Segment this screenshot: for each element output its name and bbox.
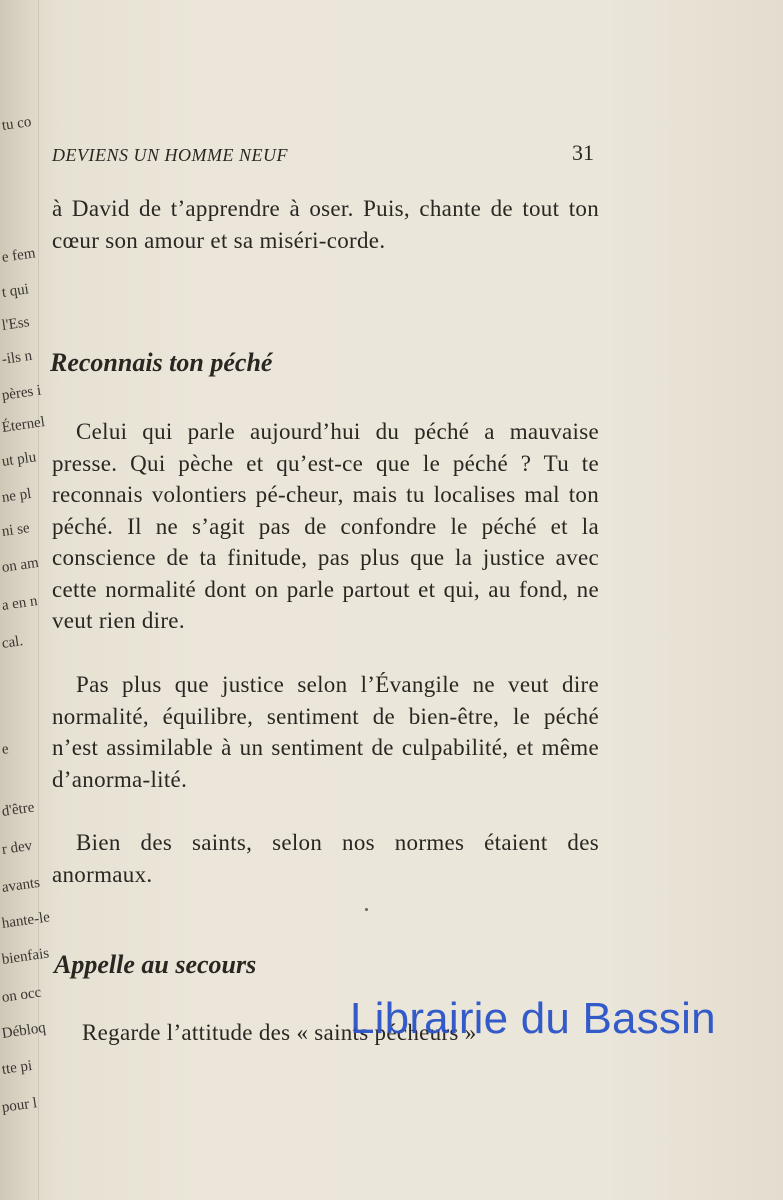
body-paragraph: Regarde l’attitude des « saints pécheurs » bbox=[82, 1020, 477, 1045]
left-page-fragment: on occ bbox=[0, 984, 43, 1006]
left-page-fragment: a en n bbox=[0, 593, 39, 614]
left-page-fragment: cal. bbox=[0, 633, 25, 652]
left-page-fragment: r dev bbox=[0, 837, 34, 858]
section-heading: Appelle au secours bbox=[54, 950, 257, 979]
left-page-fragment: -ils n bbox=[0, 347, 34, 368]
left-page-fragment: ne pl bbox=[0, 485, 33, 506]
left-page-fragment: ut plu bbox=[0, 449, 38, 470]
left-page-fragment: avants bbox=[0, 874, 41, 896]
left-page-fragment: pour l bbox=[0, 1095, 39, 1116]
left-page-fragment: tu co bbox=[0, 113, 33, 134]
left-page-fragment: Débloq bbox=[0, 1019, 47, 1042]
section-separator-dot bbox=[365, 908, 368, 911]
left-page-fragment: Éternel bbox=[0, 414, 46, 436]
body-paragraph: Celui qui parle aujourd’hui du péché a mauvaise presse. Qui pèche et qu’est-ce que le péché ? Tu te reconnais volontiers pé-cheur, mais tu localises mal ton péché. Il ne s’agit pas de confondre le péché et la conscience de ta finitude, pas plus que la justice avec cette normalité dont on parle partout et qui, au fond, ne veut rien dire. bbox=[52, 419, 599, 633]
left-page-fragment: ni se bbox=[0, 520, 31, 540]
running-head: DEVIENS UN HOMME NEUF bbox=[52, 145, 288, 165]
opening-paragraph: à David de t’apprendre à oser. Puis, chante de tout ton cœur son amour et sa miséri-corde. bbox=[52, 196, 599, 253]
left-page-fragment: e bbox=[0, 741, 10, 758]
section-heading: Reconnais ton péché bbox=[50, 348, 273, 377]
left-page-fragment: tte pi bbox=[0, 1057, 34, 1078]
left-page-fragment: t qui bbox=[0, 281, 30, 301]
body-paragraph: Pas plus que justice selon l’Évangile ne veut dire normalité, équilibre, sentiment de bien-être, le péché n’est assimilable à un sentiment de culpabilité, et même d’anorma-lité. bbox=[52, 672, 599, 792]
body-paragraph: Bien des saints, selon nos normes étaient des anormaux. bbox=[52, 830, 599, 887]
left-page-fragment: pères i bbox=[0, 382, 43, 404]
left-page-fragment: d'être bbox=[0, 799, 36, 820]
left-page-fragment: hante-le bbox=[0, 909, 51, 932]
left-page-fragment: bienfais bbox=[0, 945, 51, 968]
left-page-fragment: l'Ess bbox=[0, 314, 31, 334]
page-number: 31 bbox=[572, 140, 594, 165]
left-page-fragment: on am bbox=[0, 554, 40, 576]
left-page-fragment: e fem bbox=[0, 245, 37, 266]
watermark: Librairie du Bassin bbox=[350, 994, 716, 1043]
left-page-edge bbox=[0, 0, 51, 1200]
